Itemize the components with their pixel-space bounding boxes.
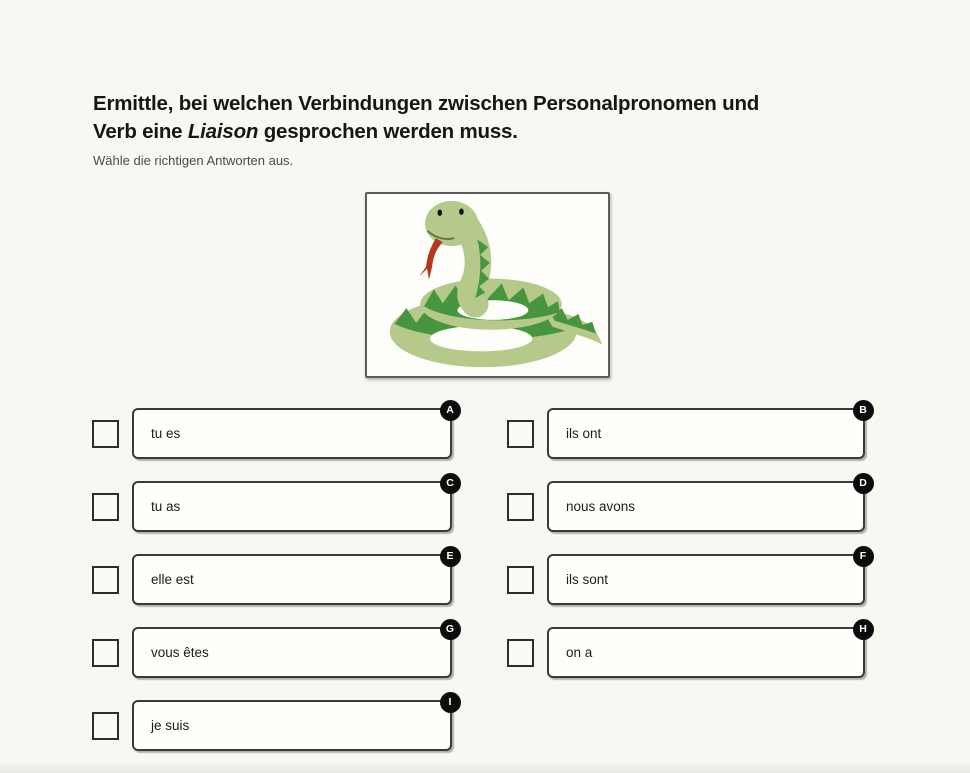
snake-eye-left: [438, 209, 443, 215]
option-h-box[interactable]: [547, 622, 867, 678]
option-d-box[interactable]: [547, 476, 867, 532]
option-h-label: on a: [566, 645, 593, 660]
option-e-label: elle est: [151, 572, 194, 587]
option-g-badge: G: [440, 619, 461, 640]
option-g-checkbox[interactable]: [92, 639, 119, 667]
option-c-label: tu as: [151, 499, 181, 514]
option-a-label: tu es: [151, 426, 181, 441]
option-i-badge: I: [440, 692, 461, 713]
option-f-label: ils sont: [566, 572, 609, 587]
option-c-box[interactable]: [132, 476, 454, 532]
option-a-checkbox[interactable]: [92, 420, 119, 448]
option-d-checkbox[interactable]: [507, 493, 534, 521]
option-f-box[interactable]: [547, 549, 867, 605]
option-e-box[interactable]: [132, 549, 454, 605]
option-c-checkbox[interactable]: [92, 493, 119, 521]
option-d-badge: D: [853, 473, 874, 494]
option-i-checkbox[interactable]: [92, 712, 119, 740]
snake-tongue: [419, 238, 443, 279]
option-i-label: je suis: [151, 718, 190, 733]
option-c-badge: C: [440, 473, 461, 494]
option-row-f: [507, 549, 867, 605]
question-instruction: Wähle die richtigen Antworten aus.: [93, 153, 294, 168]
option-g-label: vous êtes: [151, 645, 209, 660]
option-h-badge: H: [853, 619, 874, 640]
option-row-b: [507, 403, 867, 459]
option-row-i: [92, 695, 452, 751]
option-f-badge: F: [853, 546, 874, 567]
question-title-emphasis: Liaison: [187, 120, 259, 143]
option-f-checkbox[interactable]: [507, 566, 534, 594]
bottom-fade: [0, 761, 970, 773]
snake-bottom-coil-hole: [430, 326, 532, 352]
question-image-card: [365, 192, 610, 378]
option-d-label: nous avons: [566, 499, 636, 514]
option-b-box[interactable]: [547, 403, 867, 459]
option-row-a: [92, 403, 454, 459]
option-e-checkbox[interactable]: [92, 566, 119, 594]
option-a-badge: A: [440, 400, 461, 421]
snake-illustration: [367, 194, 608, 376]
option-a-box[interactable]: [132, 403, 454, 459]
option-g-box[interactable]: [132, 622, 455, 678]
snake-eye-right: [459, 208, 464, 214]
option-row-h: [507, 622, 867, 678]
option-row-g: [92, 622, 455, 678]
option-b-badge: B: [853, 400, 874, 421]
option-b-checkbox[interactable]: [507, 420, 534, 448]
question-title: [93, 90, 893, 146]
option-row-d: [507, 476, 867, 532]
option-h-checkbox[interactable]: [507, 639, 534, 667]
question-title-line1: Ermittle, bei welchen Verbindungen zwischen Personalpronomen und: [93, 92, 760, 115]
question-title-line2: Verb eine Liaison gesprochen werden muss.: [93, 120, 518, 143]
option-row-e: [92, 549, 454, 605]
option-i-box[interactable]: [132, 695, 452, 751]
option-e-badge: E: [440, 546, 461, 567]
answer-options: [92, 403, 867, 751]
option-row-c: [92, 476, 454, 532]
option-b-label: ils ont: [566, 426, 602, 441]
